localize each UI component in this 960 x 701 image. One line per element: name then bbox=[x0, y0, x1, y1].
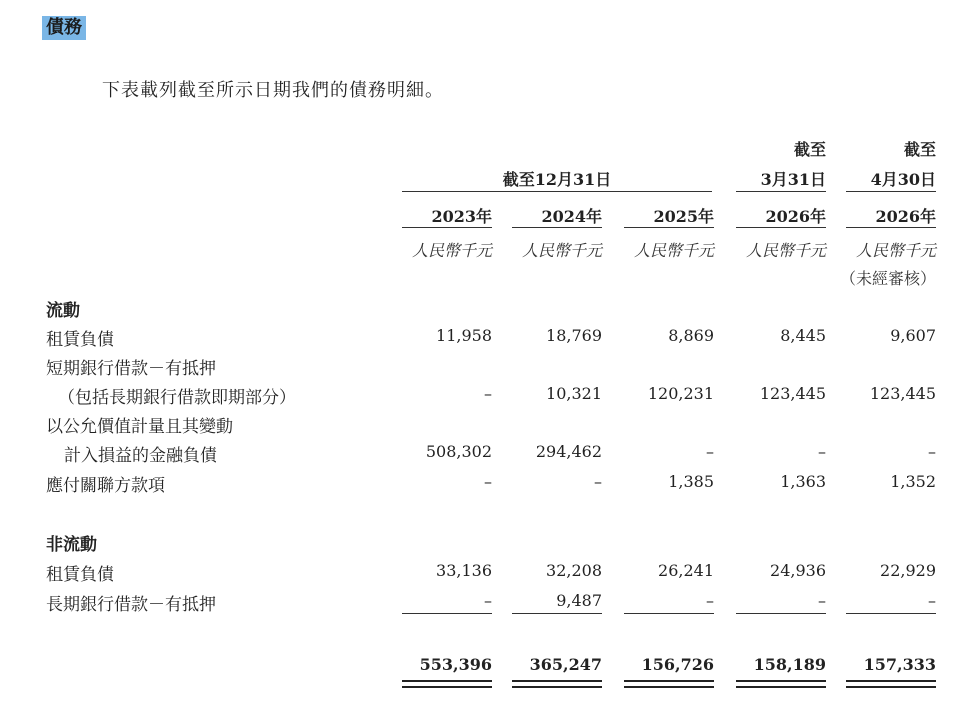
year-header: 2026年 bbox=[765, 207, 826, 226]
cell-value: 33,136 bbox=[436, 561, 492, 580]
cell-value: 120,231 bbox=[647, 384, 714, 403]
row-label: 計入損益的金融負債 bbox=[64, 446, 217, 466]
cell-value: 22,929 bbox=[880, 561, 936, 580]
col5-header-top: 截至 bbox=[903, 140, 936, 159]
total-double-rule bbox=[736, 680, 826, 688]
unit-label: 人民幣千元 bbox=[633, 241, 714, 260]
cell-value: – bbox=[818, 442, 826, 461]
section-current: 流動 bbox=[46, 301, 80, 321]
col5-header-date: 4月30日 bbox=[870, 170, 936, 189]
total-double-rule bbox=[846, 680, 936, 688]
subtotal-rule bbox=[736, 613, 826, 614]
cell-value: 8,445 bbox=[780, 326, 826, 345]
cell-value: 123,445 bbox=[869, 384, 936, 403]
subtotal-rule bbox=[624, 613, 714, 614]
row-label: 應付關聯方款項 bbox=[46, 476, 165, 496]
cell-value: 11,958 bbox=[436, 326, 492, 345]
year-rule bbox=[736, 227, 826, 228]
cell-value: – bbox=[818, 591, 826, 610]
row-label: 短期銀行借款－有抵押 bbox=[46, 359, 216, 379]
section-noncurrent: 非流動 bbox=[46, 535, 97, 555]
col4-header-top: 截至 bbox=[793, 140, 826, 159]
cell-value: – bbox=[928, 591, 936, 610]
intro-text: 下表載列截至所示日期我們的債務明細。 bbox=[102, 80, 444, 101]
year-header: 2024年 bbox=[541, 207, 602, 226]
year-rule bbox=[512, 227, 602, 228]
year-header: 2026年 bbox=[875, 207, 936, 226]
unit-label: 人民幣千元 bbox=[855, 241, 936, 260]
cell-value: 32,208 bbox=[546, 561, 602, 580]
cell-value: – bbox=[594, 472, 602, 491]
total-double-rule bbox=[512, 680, 602, 688]
year-header: 2025年 bbox=[653, 207, 714, 226]
row-label: 租賃負債 bbox=[46, 565, 114, 585]
cell-value: 9,487 bbox=[556, 591, 602, 610]
year-rule bbox=[846, 227, 936, 228]
total-value: 157,333 bbox=[863, 655, 936, 674]
cell-value: – bbox=[484, 472, 492, 491]
cell-value: 294,462 bbox=[535, 442, 602, 461]
cell-value: 9,607 bbox=[890, 326, 936, 345]
cell-value: – bbox=[928, 442, 936, 461]
cell-value: 18,769 bbox=[546, 326, 602, 345]
section-heading: 債務 bbox=[42, 16, 86, 40]
year-rule bbox=[402, 227, 492, 228]
subtotal-rule bbox=[402, 613, 492, 614]
cell-value: 10,321 bbox=[546, 384, 602, 403]
group-header-dec31: 截至12月31日 bbox=[502, 170, 612, 189]
total-double-rule bbox=[402, 680, 492, 688]
total-value: 365,247 bbox=[529, 655, 602, 674]
cell-value: 1,385 bbox=[668, 472, 714, 491]
group-header-rule bbox=[402, 191, 712, 192]
unit-label: 人民幣千元 bbox=[411, 241, 492, 260]
year-header: 2023年 bbox=[431, 207, 492, 226]
row-label: 長期銀行借款－有抵押 bbox=[46, 595, 216, 615]
cell-value: 1,363 bbox=[780, 472, 826, 491]
total-value: 156,726 bbox=[641, 655, 714, 674]
unaudited-note: （未經審核） bbox=[839, 269, 936, 288]
cell-value: – bbox=[706, 591, 714, 610]
cell-value: 1,352 bbox=[890, 472, 936, 491]
row-label: 租賃負債 bbox=[46, 330, 114, 350]
total-value: 158,189 bbox=[753, 655, 826, 674]
total-double-rule bbox=[624, 680, 714, 688]
cell-value: 123,445 bbox=[759, 384, 826, 403]
total-value: 553,396 bbox=[419, 655, 492, 674]
cell-value: – bbox=[484, 384, 492, 403]
cell-value: 26,241 bbox=[658, 561, 714, 580]
cell-value: – bbox=[484, 591, 492, 610]
unit-label: 人民幣千元 bbox=[521, 241, 602, 260]
row-label: 以公允價值計量且其變動 bbox=[46, 417, 233, 437]
unit-label: 人民幣千元 bbox=[745, 241, 826, 260]
cell-value: 508,302 bbox=[425, 442, 492, 461]
cell-value: – bbox=[706, 442, 714, 461]
col4-header-date: 3月31日 bbox=[760, 170, 826, 189]
year-rule bbox=[624, 227, 714, 228]
col5-header-rule bbox=[846, 191, 936, 192]
row-label: （包括長期銀行借款即期部分） bbox=[58, 388, 296, 408]
col4-header-rule bbox=[736, 191, 826, 192]
cell-value: 8,869 bbox=[668, 326, 714, 345]
subtotal-rule bbox=[512, 613, 602, 614]
subtotal-rule bbox=[846, 613, 936, 614]
cell-value: 24,936 bbox=[770, 561, 826, 580]
